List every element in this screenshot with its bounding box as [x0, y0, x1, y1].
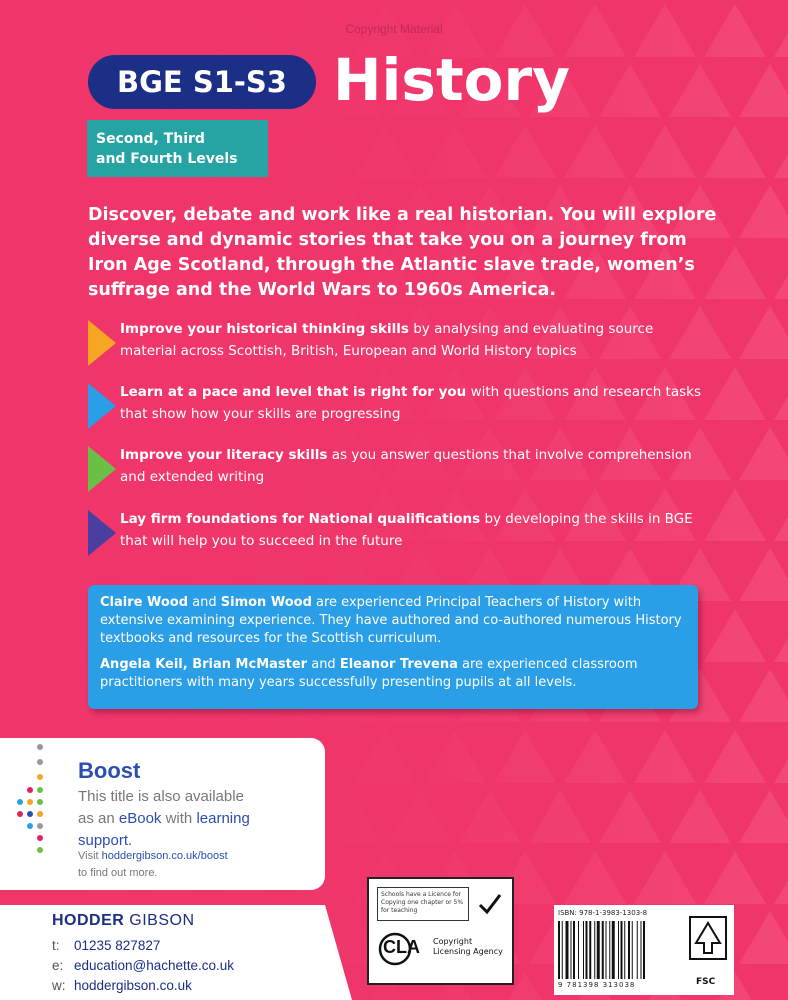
bullet-text: Lay firm foundations for National qualifications by developing the skills in BGE that will help you to succeed in the future — [120, 511, 693, 549]
series-badge: BGE S1-S3 — [88, 55, 316, 109]
bullet-item — [88, 318, 708, 364]
bullet-text: Improve your historical thinking skills by analysing and evaluating source material across Scottish, British, European and World History topics — [120, 321, 654, 359]
contact-web[interactable]: w: hoddergibson.co.uk — [52, 978, 192, 993]
intro-paragraph: Discover, debate and work like a real historian. You will explore diverse and dynamic stories that take you on a journey from Iron Age Scotland, through the Atlantic slave trade, women’s suffrage and the World Wars to 1960s America. — [88, 205, 717, 300]
levels-line-1: Second, Third — [96, 131, 205, 147]
contact-email[interactable]: e: education@hachette.co.uk — [52, 958, 235, 973]
bullet-item — [88, 381, 708, 427]
authors-paragraph-2: Angela Keil, Brian McMaster and Eleanor Trevena are experienced classroom practitioners with many years successfully presenting pupils at all levels. — [100, 657, 638, 690]
publisher-logo: HODDER GIBSON — [52, 912, 195, 929]
boost-dots-icon — [10, 742, 70, 862]
cla-notice: Schools have a Licence for Copying one chapter or 5% for teaching — [377, 887, 469, 921]
bullet-text: Improve your literacy skills as you answer questions that involve comprehension and extended writing — [120, 447, 692, 485]
barcode-panel — [554, 905, 734, 995]
copyright-watermark: Copyright Material — [345, 22, 443, 36]
levels-badge — [87, 120, 268, 177]
fsc-tree-icon — [688, 915, 728, 975]
barcode-icon — [558, 921, 676, 979]
cla-logo: CLA — [383, 937, 420, 957]
triangle-bullet-icon — [88, 320, 116, 366]
bullet-item — [88, 508, 708, 554]
boost-logo: Boost — [78, 758, 141, 783]
boost-description: This title is also available as an eBook with learning support. — [78, 788, 250, 849]
levels-line-2: and Fourth Levels — [96, 151, 238, 167]
fsc-label: FSC — [696, 977, 716, 987]
cla-agency: Copyright Licensing Agency — [433, 937, 503, 956]
bullet-text: Learn at a pace and level that is right for you with questions and research tasks that show how your skills are progressing — [120, 384, 702, 422]
boost-visit: Visit hoddergibson.co.uk/boost to find out more. — [78, 850, 228, 879]
bullet-item — [88, 444, 708, 490]
contact-phone: t: 01235 827827 — [52, 938, 161, 953]
isbn-text: ISBN: 978-1-3983-1303-8 — [558, 909, 648, 917]
book-title: History — [333, 46, 570, 114]
triangle-bullet-icon — [88, 446, 116, 492]
checkmark-icon — [477, 891, 503, 917]
barcode-digits: 9 781398 313038 — [558, 981, 636, 989]
triangle-bullet-icon — [88, 383, 116, 429]
triangle-bullet-icon — [88, 510, 116, 556]
cla-licence-box — [367, 877, 514, 985]
authors-paragraph-1: Claire Wood and Simon Wood are experienced Principal Teachers of History with extensive examining experience. They have authored and co-authored numerous History textbooks and resources for the Scottish curriculum. — [100, 595, 682, 646]
authors-box — [88, 585, 698, 709]
boost-link[interactable]: hoddergibson.co.uk/boost — [101, 850, 228, 862]
